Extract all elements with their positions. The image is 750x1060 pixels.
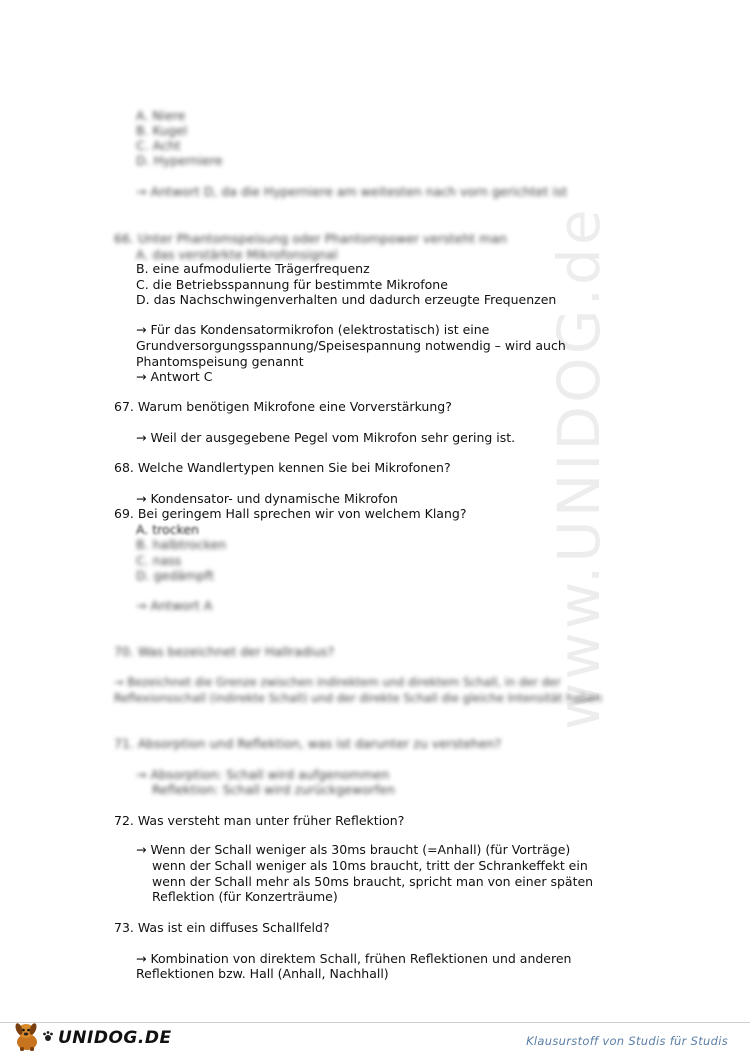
dog-icon xyxy=(12,1020,42,1055)
answer-line: Grundversorgungsspannung/Speisespannung notwendig – wird auch xyxy=(136,338,566,353)
option-c: C. Acht xyxy=(136,138,181,153)
answer-line: → Kombination von direktem Schall, frühen Reflektionen und anderen xyxy=(136,951,572,966)
answer-text: → Antwort D, da die Hyperniere am weitesten nach vorn gerichtet ist xyxy=(136,184,568,199)
answer-text: → Antwort A xyxy=(136,598,213,613)
option-c: C. die Betriebsspannung für bestimmte Mikrofone xyxy=(136,277,448,292)
question-text: 67. Warum benötigen Mikrofone eine Vorverstärkung? xyxy=(114,399,452,414)
answer-line: → Für das Kondensatormikrofon (elektrostatisch) ist eine xyxy=(136,322,490,337)
option-c: C. nass xyxy=(136,553,182,568)
question-text: 73. Was ist ein diffuses Schallfeld? xyxy=(114,920,330,935)
question-text: 71. Absorption und Reflektion, was ist darunter zu verstehen? xyxy=(114,736,502,751)
answer-line: → Antwort C xyxy=(136,369,213,384)
option-b: B. eine aufmodulierte Trägerfrequenz xyxy=(136,261,370,276)
answer-line: wenn der Schall mehr als 50ms braucht, spricht man von einer späten xyxy=(152,874,594,889)
logo-text: UNIDOG.DE xyxy=(58,1027,172,1048)
option-a: A. Niere xyxy=(136,108,186,123)
answer-text: → Kondensator- und dynamische Mikrofon xyxy=(136,491,398,506)
answer-line: Reflektion: Schall wird zurückgeworfen xyxy=(152,782,395,797)
option-d: D. das Nachschwingenverhalten und dadurch erzeugte Frequenzen xyxy=(136,292,557,307)
answer-line: Reflektionen bzw. Hall (Anhall, Nachhall) xyxy=(136,966,389,981)
unidog-logo[interactable] xyxy=(12,1020,172,1055)
answer-line: Reflektion (für Konzerträume) xyxy=(152,889,338,904)
footer-slogan: Klausurstoff von Studis für Studis xyxy=(526,1034,728,1048)
answer-line: → Bezeichnet die Grenze zwischen indirektem und direktem Schall, in der der xyxy=(114,675,561,689)
answer-line: → Absorption: Schall wird aufgenommen xyxy=(136,767,390,782)
option-b: B. halbtrocken xyxy=(136,537,227,552)
answer-line: → Wenn der Schall weniger als 30ms braucht (=Anhall) (für Vorträge) xyxy=(136,842,571,857)
answer-line: Phantomspeisung genannt xyxy=(136,354,304,369)
question-text: 66. Unter Phantomspeisung oder Phantompower versteht man xyxy=(114,231,507,246)
watermark: www.UNIDOG.de xyxy=(545,206,613,730)
answer-line: Reflexionsschall (indirekte Schall) und der direkte Schall die gleiche Intensität haben xyxy=(114,691,603,705)
answer-line: wenn der Schall weniger als 10ms braucht, tritt der Schrankeffekt ein xyxy=(152,858,588,873)
question-text: 69. Bei geringem Hall sprechen wir von welchem Klang? xyxy=(114,506,467,521)
answer-text: → Weil der ausgegebene Pegel vom Mikrofon sehr gering ist. xyxy=(136,430,516,445)
question-text: 68. Welche Wandlertypen kennen Sie bei Mikrofonen? xyxy=(114,460,451,475)
option-d: D. gedämpft xyxy=(136,568,214,583)
option-d: D. Hyperniere xyxy=(136,153,223,168)
option-a: A. trocken xyxy=(136,522,199,537)
paw-icon xyxy=(42,1030,54,1045)
option-a: A. das verstärkte Mikrofonsignal xyxy=(136,247,338,262)
question-text: 70. Was bezeichnet der Hallradius? xyxy=(114,644,335,659)
question-text: 72. Was versteht man unter früher Reflektion? xyxy=(114,813,405,828)
option-b: B. Kugel xyxy=(136,123,188,138)
